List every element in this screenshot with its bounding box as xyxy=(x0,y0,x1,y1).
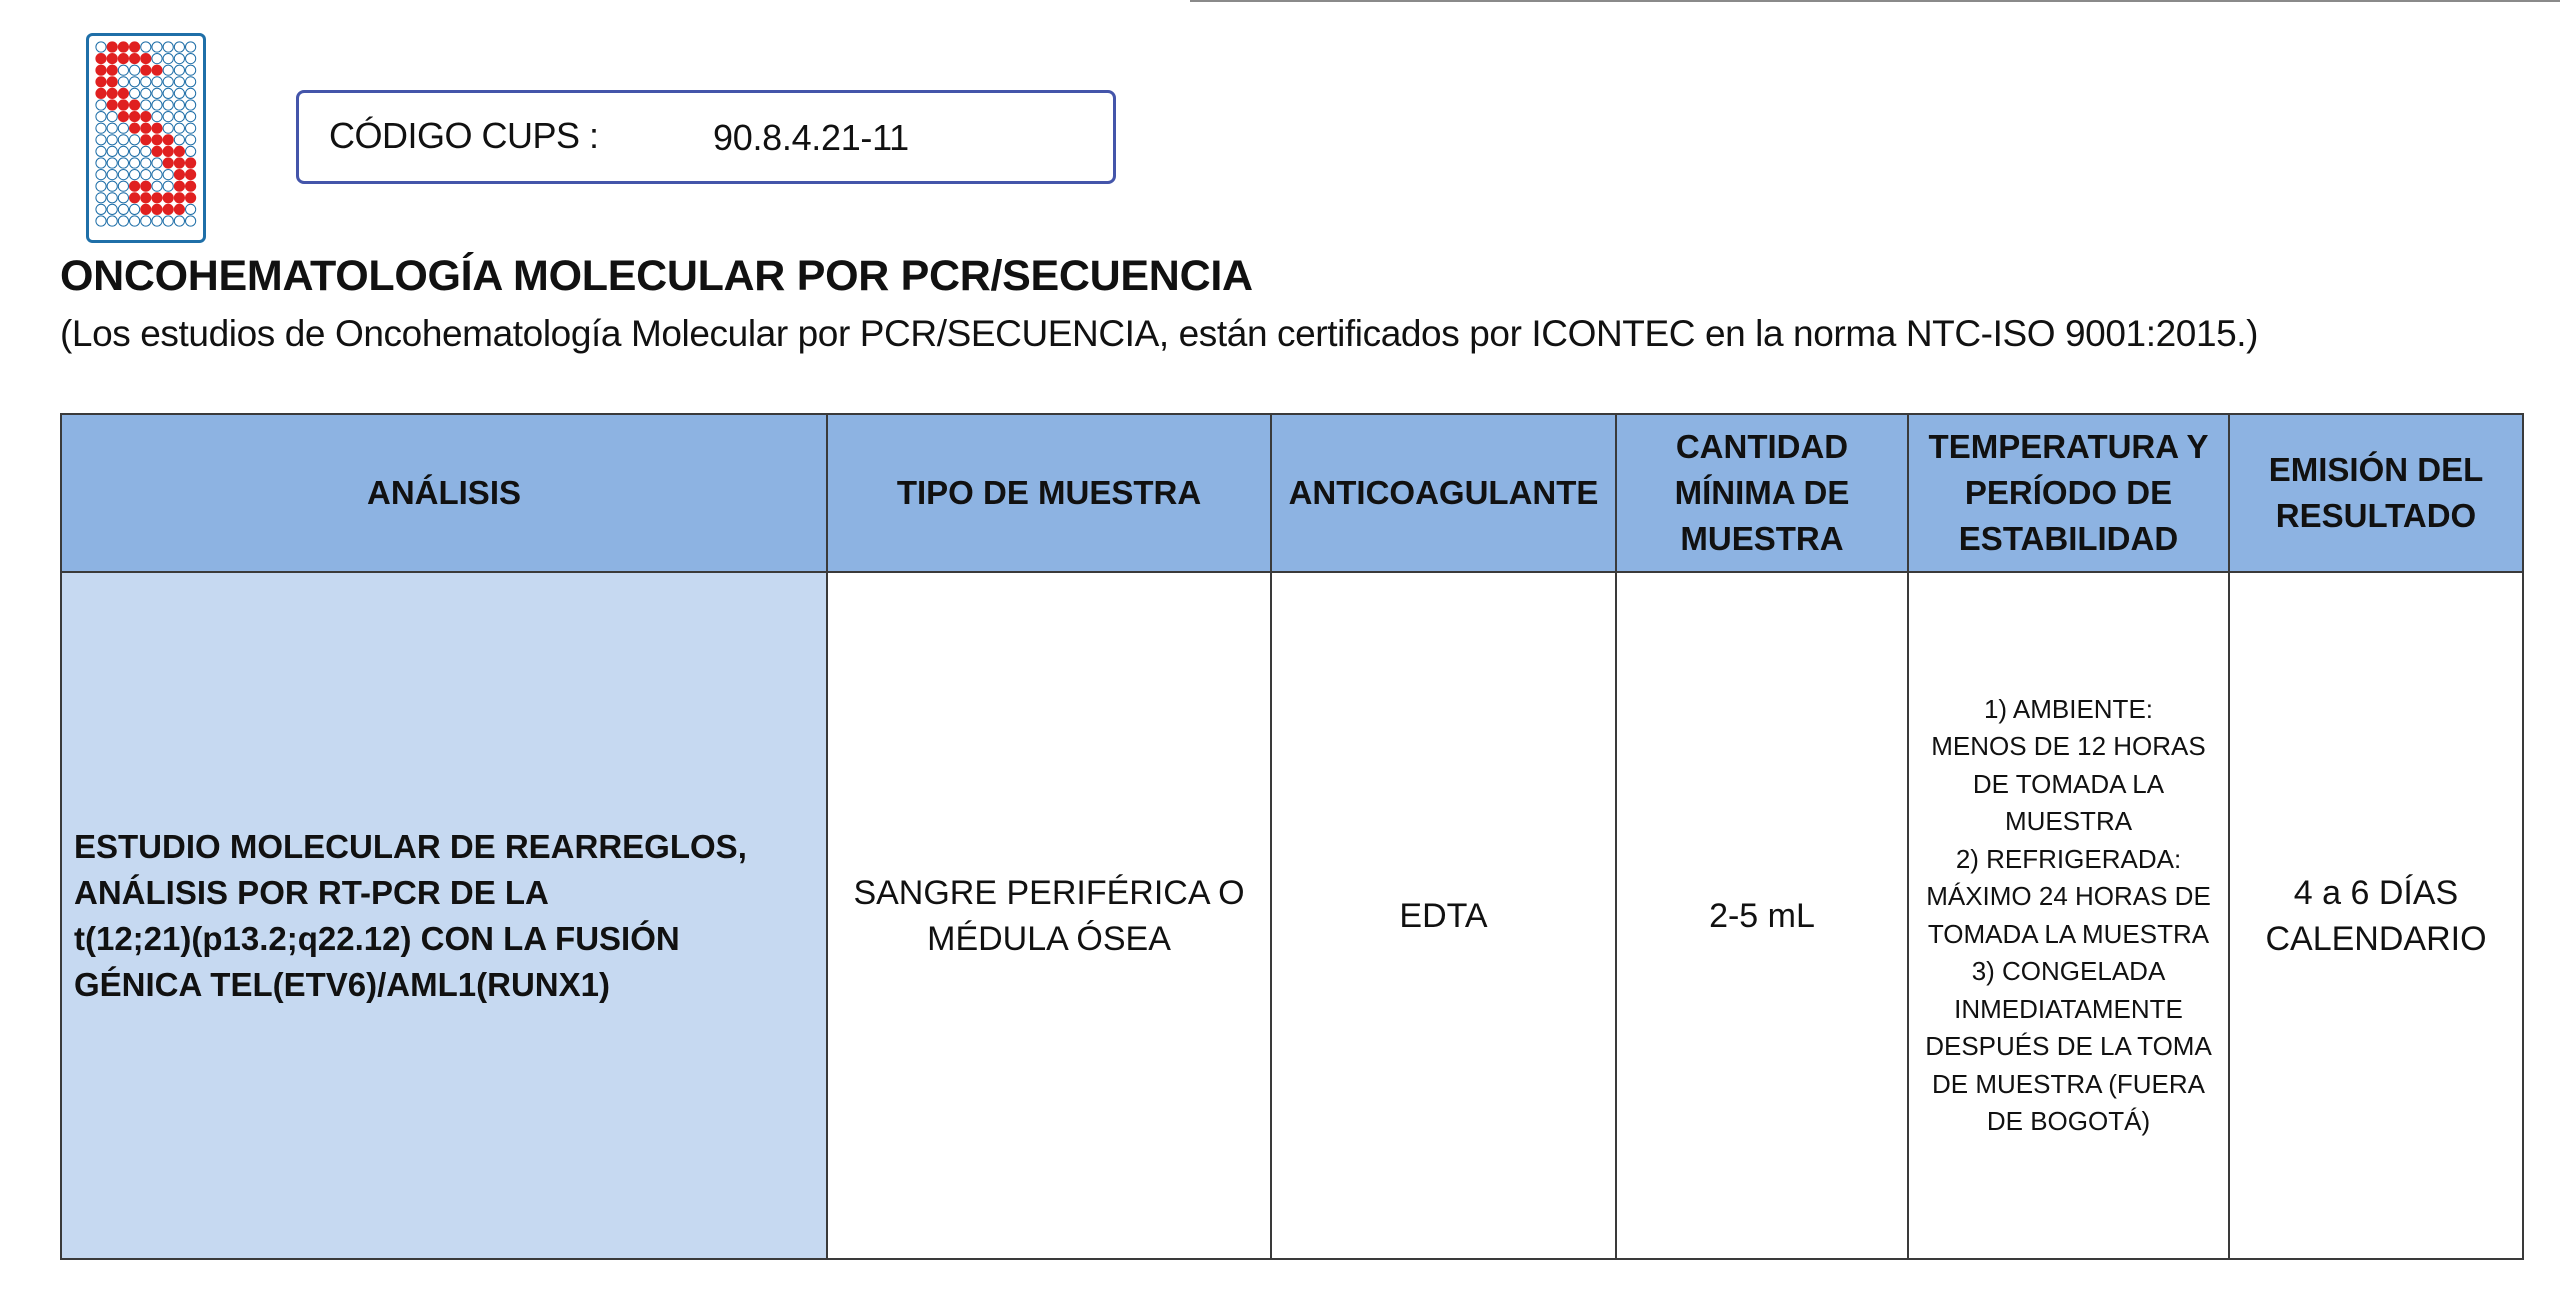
logo-dot xyxy=(186,216,196,226)
logo-dot xyxy=(118,193,128,203)
logo-dot xyxy=(107,123,117,133)
certification-note: (Los estudios de Oncohematología Molecular por PCR/SECUENCIA, están certificados por ICONTEC en la norma NTC-ISO 9001:2015.) xyxy=(60,313,2259,354)
logo-dot xyxy=(174,216,184,226)
logo-dot xyxy=(107,181,117,191)
logo-dot xyxy=(96,42,106,52)
logo-dot-filled xyxy=(107,77,117,87)
logo-dot xyxy=(118,158,128,168)
logo-dot xyxy=(174,77,184,87)
header-temperature-stability: TEMPERATURA Y PERÍODO DE ESTABILIDAD xyxy=(1908,414,2229,572)
logo-dot-filled xyxy=(163,146,173,156)
logo-dot xyxy=(174,88,184,98)
header-min-quantity: CANTIDAD MÍNIMA DE MUESTRA xyxy=(1616,414,1908,572)
logo-dot xyxy=(152,112,162,122)
logo-dot xyxy=(141,88,151,98)
logo-dot xyxy=(163,170,173,180)
logo-dot xyxy=(186,112,196,122)
logo-dot-filled xyxy=(186,170,196,180)
logo-dot-filled xyxy=(174,170,184,180)
logo-dot xyxy=(141,170,151,180)
logo-dot xyxy=(118,216,128,226)
logo-dot-filled xyxy=(186,193,196,203)
top-divider xyxy=(1190,0,2560,2)
dot-matrix-logo-icon xyxy=(86,33,206,243)
logo-dot xyxy=(174,123,184,133)
logo-dot-filled xyxy=(141,112,151,122)
logo-dot xyxy=(118,135,128,145)
logo-dot xyxy=(107,170,117,180)
logo-dot xyxy=(152,181,162,191)
logo-dot xyxy=(96,135,106,145)
logo-dot-filled xyxy=(141,54,151,64)
logo-dot xyxy=(152,100,162,110)
cell-analysis: ESTUDIO MOLECULAR DE REARREGLOS, ANÁLISIS POR RT-PCR DE LA t(12;21)(p13.2;q22.12) CON LA FUSIÓN GÉNICA TEL(ETV6)/AML1(RUNX1) xyxy=(61,572,827,1259)
logo-dot-filled xyxy=(96,77,106,87)
specimen-table xyxy=(60,413,2522,1260)
logo-dot xyxy=(152,216,162,226)
logo-dot xyxy=(163,54,173,64)
logo-dot xyxy=(130,170,140,180)
logo-dot-filled xyxy=(130,54,140,64)
cell-result-emission: 4 a 6 DÍAS CALENDARIO xyxy=(2229,572,2523,1259)
logo-dot xyxy=(141,146,151,156)
logo-dot-filled xyxy=(96,65,106,75)
logo-dot xyxy=(141,77,151,87)
logo-dot-filled xyxy=(174,158,184,168)
logo-dot-filled xyxy=(118,112,128,122)
logo-dot-filled xyxy=(152,135,162,145)
logo-dot-filled xyxy=(130,123,140,133)
logo-dot-filled xyxy=(141,135,151,145)
logo-dot-filled xyxy=(186,158,196,168)
logo-dot xyxy=(186,42,196,52)
logo-dot-filled xyxy=(130,112,140,122)
header-sample-type: TIPO DE MUESTRA xyxy=(827,414,1271,572)
logo-dot xyxy=(163,77,173,87)
logo-dot xyxy=(130,204,140,214)
logo-dot xyxy=(96,216,106,226)
logo-dot xyxy=(186,135,196,145)
logo-dot-filled xyxy=(107,42,117,52)
logo-dot-filled xyxy=(186,181,196,191)
logo-dot-filled xyxy=(152,193,162,203)
cell-sample-type: SANGRE PERIFÉRICA O MÉDULA ÓSEA xyxy=(827,572,1271,1259)
logo-dot xyxy=(186,77,196,87)
logo-dot-filled xyxy=(118,88,128,98)
logo-dot xyxy=(186,123,196,133)
logo-dot-filled xyxy=(130,42,140,52)
logo-dot-filled xyxy=(107,65,117,75)
logo-dot-filled xyxy=(107,100,117,110)
logo-dot xyxy=(107,135,117,145)
logo-dot-filled xyxy=(141,123,151,133)
logo-dot-filled xyxy=(174,181,184,191)
logo-dot-filled xyxy=(141,193,151,203)
page-title: ONCOHEMATOLOGÍA MOLECULAR POR PCR/SECUENCIA xyxy=(60,252,1253,300)
logo-dot-filled xyxy=(174,146,184,156)
header-anticoagulant: ANTICOAGULANTE xyxy=(1271,414,1616,572)
header-analysis: ANÁLISIS xyxy=(61,414,827,572)
logo-dot xyxy=(141,100,151,110)
logo-dot xyxy=(130,135,140,145)
logo-dot xyxy=(163,42,173,52)
logo-dot-filled xyxy=(96,88,106,98)
logo-dot xyxy=(96,100,106,110)
logo-dot xyxy=(96,181,106,191)
logo-dot xyxy=(152,77,162,87)
logo-dot xyxy=(107,216,117,226)
logo-dot xyxy=(186,204,196,214)
logo-dot xyxy=(141,42,151,52)
logo-dot xyxy=(152,170,162,180)
logo-dot xyxy=(163,100,173,110)
logo-dot xyxy=(107,146,117,156)
cell-temperature-stability: 1) AMBIENTE: MENOS DE 12 HORAS DE TOMADA LA MUESTRA 2) REFRIGERADA: MÁXIMO 24 HORAS DE TOMADA LA MUESTRA 3) CONGELADA INMEDIATAMENTE DESPUÉS DE LA TOMA DE MUESTRA (FUERA DE BOGOTÁ) xyxy=(1908,572,2229,1259)
logo-dot-filled xyxy=(130,193,140,203)
logo-dot-filled xyxy=(141,204,151,214)
logo-dot xyxy=(96,123,106,133)
logo-dot xyxy=(130,216,140,226)
logo-dot xyxy=(141,158,151,168)
logo-dot xyxy=(118,181,128,191)
logo-dot xyxy=(163,88,173,98)
logo-dot xyxy=(107,204,117,214)
logo-dot-filled xyxy=(118,42,128,52)
logo-dot xyxy=(96,146,106,156)
logo-dot xyxy=(118,204,128,214)
logo-dot-filled xyxy=(152,65,162,75)
logo-dot xyxy=(130,88,140,98)
logo-dot xyxy=(96,112,106,122)
logo-dot xyxy=(186,88,196,98)
logo-dot xyxy=(141,216,151,226)
logo-dot xyxy=(152,158,162,168)
logo-dot-filled xyxy=(163,204,173,214)
logo-dot xyxy=(152,42,162,52)
logo-dot xyxy=(96,170,106,180)
logo-dot xyxy=(186,54,196,64)
logo-dot xyxy=(186,146,196,156)
logo-dot-filled xyxy=(130,100,140,110)
table-header-row xyxy=(61,414,2523,572)
logo-dot-filled xyxy=(174,193,184,203)
logo-dot-filled xyxy=(163,193,173,203)
logo-dot xyxy=(118,170,128,180)
logo-dot xyxy=(163,123,173,133)
logo-dot-filled xyxy=(152,123,162,133)
logo-dot xyxy=(96,193,106,203)
logo-dot xyxy=(186,100,196,110)
logo-dot xyxy=(96,204,106,214)
logo-dot xyxy=(118,146,128,156)
cups-code-value: 90.8.4.21-11 xyxy=(713,117,909,158)
logo-dot xyxy=(118,77,128,87)
logo-dot-filled xyxy=(107,54,117,64)
logo-dot xyxy=(163,181,173,191)
logo-dot-filled xyxy=(152,204,162,214)
logo-dot xyxy=(118,123,128,133)
logo-dot xyxy=(163,112,173,122)
cups-code-colon: : xyxy=(589,115,600,156)
cell-anticoagulant: EDTA xyxy=(1271,572,1616,1259)
logo-dot xyxy=(174,100,184,110)
logo-dot xyxy=(163,65,173,75)
logo-dot xyxy=(130,65,140,75)
logo-dot-filled xyxy=(118,100,128,110)
header-result-emission: EMISIÓN DEL RESULTADO xyxy=(2229,414,2523,572)
logo-dot-filled xyxy=(163,158,173,168)
cell-min-quantity: 2-5 mL xyxy=(1616,572,1908,1259)
logo-dot xyxy=(163,216,173,226)
cups-code-box xyxy=(296,90,1116,184)
logo-dot xyxy=(174,65,184,75)
logo-dot-filled xyxy=(141,181,151,191)
logo-dot xyxy=(174,42,184,52)
logo-dot xyxy=(118,65,128,75)
logo-dot xyxy=(130,146,140,156)
logo-dot-filled xyxy=(174,204,184,214)
logo-dot xyxy=(130,77,140,87)
logo-dot xyxy=(174,112,184,122)
logo-dot xyxy=(152,54,162,64)
logo-dot-filled xyxy=(96,54,106,64)
logo-dot-filled xyxy=(163,135,173,145)
logo-dot xyxy=(174,135,184,145)
logo-dot xyxy=(174,54,184,64)
cups-code-label: CÓDIGO CUPS xyxy=(329,115,580,156)
logo-dot-filled xyxy=(118,54,128,64)
logo-dot-filled xyxy=(107,88,117,98)
table-row xyxy=(61,572,2523,1259)
logo-dot xyxy=(96,158,106,168)
logo-dot xyxy=(107,193,117,203)
logo-dot xyxy=(130,158,140,168)
logo-dot xyxy=(107,112,117,122)
logo-dot-filled xyxy=(152,146,162,156)
logo-dot-filled xyxy=(130,181,140,191)
logo-dot-filled xyxy=(141,65,151,75)
logo-dot xyxy=(152,88,162,98)
logo-dot xyxy=(186,65,196,75)
logo-dot xyxy=(107,158,117,168)
